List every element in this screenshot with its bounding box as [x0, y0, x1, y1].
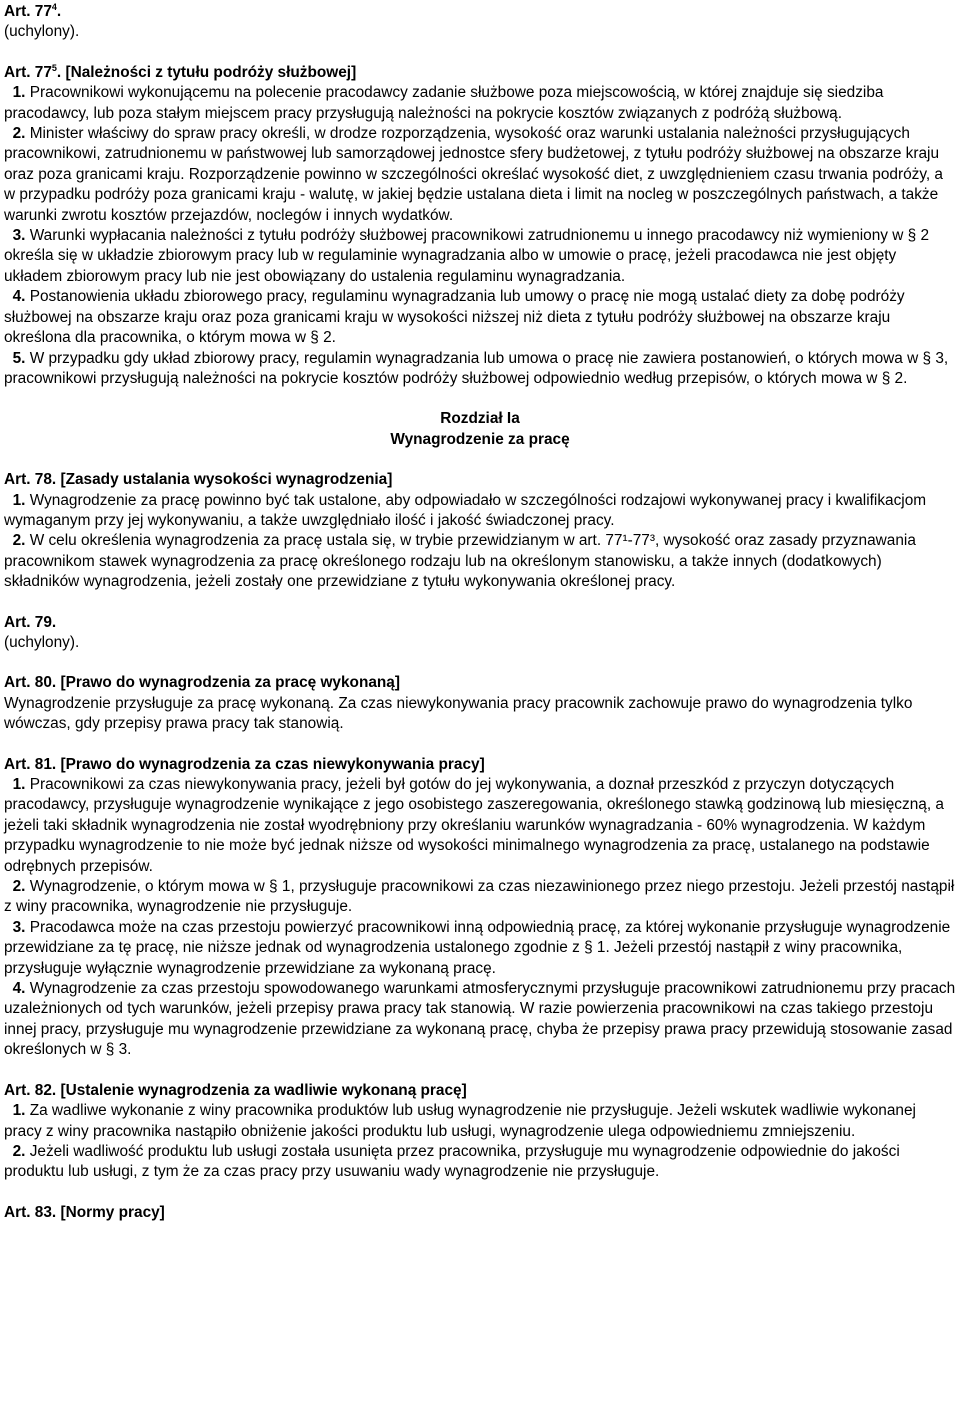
article-heading — [4, 755, 956, 775]
article-heading — [4, 1203, 956, 1223]
paragraph — [4, 226, 956, 287]
paragraph-number: 4. — [12, 980, 26, 998]
article-heading — [4, 2, 956, 22]
article-number: Art. 79. — [4, 613, 57, 631]
paragraph — [4, 1142, 956, 1183]
article — [4, 470, 956, 592]
paragraph-text: Wynagrodzenie, o którym mowa w § 1, przysługuje pracownikowi za czas niezawinionego przez niego przestoju. Jeżeli przestój nastąpił z winy pracownika, wynagrodzenie nie przysługuje. — [4, 878, 955, 916]
article-number: Art. 80. — [4, 674, 57, 692]
paragraph-number: 3. — [12, 227, 26, 245]
paragraph-number: 1. — [12, 776, 26, 793]
article-number-superscript: 4 — [51, 1, 57, 12]
chapter-title: Wynagrodzenie za pracę — [390, 430, 570, 448]
article — [4, 1203, 956, 1223]
paragraph — [4, 531, 956, 592]
article-title: [Prawo do wynagrodzenia za czas niewykonywania pracy] — [56, 755, 485, 773]
paragraph — [4, 349, 956, 390]
paragraph — [4, 775, 956, 877]
paragraph-number: 5. — [12, 349, 26, 367]
paragraph-text: Postanowienia układu zbiorowego pracy, regulaminu wynagradzania lub umowy o pracę nie mogą ustalać diety za dobę podróży służbowej na obszarze kraju oraz poza granicami kraju w wysokości niższej niż dieta z tytułu podróży służbowej na obszarze kraju określona dla pracownika, o którym mowa w § 2. — [4, 288, 905, 347]
paragraph-text: Warunki wypłacania należności z tytułu podróży służbowej pracownikowi zatrudnionemu u innego pracodawcy niż wymieniony w § 2 określa się w układzie zbiorowym pracy lub w regulaminie wynagradzania albo w umowie o pracę, jeżeli pracodawca nie jest objęty układem zbiorowym pracy lub nie jest obowiązany do ustalenia regulaminu wynagradzania. — [4, 227, 930, 285]
article-heading — [4, 470, 956, 490]
chapter-number: Rozdział Ia — [440, 410, 520, 428]
paragraph — [4, 979, 956, 1061]
paragraph-text: Pracownikowi wykonującemu na polecenie pracodawcy zadanie służbowe poza miejscowością, w której znajduje się siedziba pracodawcy, lub poza stałym miejscem pracy przysługują należności na pokrycie kosztów związanych z podróżą służbową. — [4, 84, 884, 122]
paragraph — [4, 1101, 956, 1142]
paragraph — [4, 83, 956, 124]
article-text: Wynagrodzenie przysługuje za pracę wykonaną. Za czas niewykonywania pracy pracownik zachowuje prawo do wynagrodzenia tylko wówczas, gdy przepisy prawa pracy tak stanowią. — [4, 694, 913, 733]
article-title: [Ustalenie wynagrodzenia za wadliwie wykonaną pracę] — [56, 1081, 467, 1099]
articles-after-chapter — [4, 470, 956, 1223]
paragraph-number: 2. — [12, 125, 26, 143]
article — [4, 2, 956, 43]
article-title: [Prawo do wynagrodzenia za pracę wykonaną] — [56, 674, 400, 692]
paragraph-text: Pracodawca może na czas przestoju powierzyć pracownikowi inną odpowiednią pracę, za której wykonanie przysługuje wynagrodzenie przewidziane za tę pracę, nie niższe jednak od wynagrodzenia ustalonego zgodnie z § 1. Jeżeli przestój nastąpił z winy pracownika, przysługuje wyłącznie wynagrodzenie przewidziane za wykonaną pracę. — [4, 918, 951, 977]
paragraph — [4, 287, 956, 348]
articles-before-chapter — [4, 2, 956, 389]
article-number: Art. 78. — [4, 471, 57, 489]
paragraph — [4, 124, 956, 226]
paragraph-number: 1. — [12, 84, 26, 102]
article-heading — [4, 673, 956, 693]
paragraph — [4, 918, 956, 979]
chapter-heading — [4, 409, 956, 450]
article — [4, 613, 956, 654]
article-text: (uchylony). — [4, 633, 80, 651]
article-title: [Zasady ustalania wysokości wynagrodzenia] — [56, 471, 393, 489]
paragraph-number: 2. — [12, 532, 26, 550]
paragraph-text: W przypadku gdy układ zbiorowy pracy, regulamin wynagradzania lub umowa o pracę nie zawiera postanowień, o których mowa w § 3, pracownikowi przysługują należności na pokrycie kosztów podróży służbowej odpowiednio według przepisów, o których mowa w § 2. — [4, 349, 949, 387]
paragraph-number: 2. — [12, 1142, 26, 1160]
paragraph-text: W celu określenia wynagrodzenia za pracę ustala się, w trybie przewidzianym w art. 77¹-77³, wysokość oraz zasady przyznawania pracownikom stawek wynagrodzenia za pracę określonego rodzaju lub na określonym stanowisku, a także innych (dodatkowych) składników wynagrodzenia, jeżeli zostały one przewidziane z tytułu wykonywania określonej pracy. — [4, 532, 916, 591]
article-number: Art. 77 — [4, 63, 52, 81]
article — [4, 673, 956, 734]
article — [4, 755, 956, 1061]
article-number: Art. 77 — [4, 3, 52, 20]
paragraph — [4, 491, 956, 532]
article-number-superscript: 5 — [51, 62, 57, 73]
paragraph-text: Minister właściwy do spraw pracy określi, w drodze rozporządzenia, wysokość oraz warunki ustalania należności przysługujących pracownikowi, zatrudnionemu w państwowej lub samorządowej jednostce sfery budżetowej, z tytułu podróży służbowej na obszarze kraju oraz poza granicami kraju. Rozporządzenie powinno w szczególności określać wysokość diet, z uwzględnieniem czasu trwania podróży, a w przypadku podróży poza granicami kraju - walutę, w jakiej będzie ustalana dieta i limit na nocleg w poszczególnych państwach, a także warunki zwrotu kosztów przejazdów, noclegów i innych wydatków. — [4, 125, 943, 224]
paragraph-number: 1. — [12, 1102, 26, 1120]
article-title: . — [56, 3, 62, 20]
article-number: Art. 83. — [4, 1203, 57, 1221]
paragraph-text: Za wadliwe wykonanie z winy pracownika produktów lub usług wynagrodzenie nie przysługuje. Jeżeli wskutek wadliwie wykonanej pracy z winy pracownika nastąpiło obniżenie jakości produktu lub usługi, wynagrodzenie ulega odpowiedniemu zmniejszeniu. — [4, 1102, 916, 1140]
article-title: [Normy pracy] — [56, 1203, 165, 1221]
article-heading — [4, 613, 956, 633]
paragraph-number: 2. — [12, 878, 26, 896]
paragraph-text: Wynagrodzenie za czas przestoju spowodowanego warunkami atmosferycznymi przysługuje pracownikowi zatrudnionemu przy pracach uzależnionych od tych warunków, jeżeli przepisy prawa pracy tak stanowią. W razie powierzenia pracownikowi na czas takiego przestoju innej pracy, przysługuje mu wynagrodzenie przewidziane za wykonaną pracę, chyba że przepisy prawa pracy przewidują stosowanie zasad określonych w § 3. — [4, 980, 956, 1059]
paragraph-number: 1. — [12, 491, 26, 509]
article-title: . [Należności z tytułu podróży służbowej] — [56, 63, 357, 81]
paragraph-number: 3. — [12, 918, 26, 936]
paragraph-text: Wynagrodzenie za pracę powinno być tak ustalone, aby odpowiadało w szczególności rodzajowi wykonywanej pracy i kwalifikacjom wymaganym przy jej wykonywaniu, a także uwzględniało ilość i jakość świadczonej pracy. — [4, 491, 927, 529]
paragraph-text: Pracownikowi za czas niewykonywania pracy, jeżeli był gotów do jej wykonywania, a doznał przeszkód z przyczyn dotyczących pracodawcy, przysługuje wynagrodzenie wynikające z jego osobistego zaszeregowania, określonego stawką godzinową lub miesięczną, a jeżeli taki składnik wynagrodzenia nie został wyodrębniony przy określaniu warunków wynagradzania - 60% wynagrodzenia. W każdym przypadku wynagrodzenie to nie może być jednak niższe od wysokości minimalnego wynagrodzenia za pracę, ustalanego na podstawie odrębnych przepisów. — [4, 776, 944, 875]
article-text: (uchylony). — [4, 23, 80, 41]
article-number: Art. 81. — [4, 755, 57, 773]
article-heading — [4, 1081, 956, 1101]
paragraph-text: Jeżeli wadliwość produktu lub usługi została usunięta przez pracownika, przysługuje mu wynagrodzenie odpowiednie do jakości produktu lub usługi, z tym że za czas pracy przy usuwaniu wady wynagrodzenie nie przysługuje. — [4, 1142, 900, 1181]
paragraph-number: 4. — [12, 288, 26, 306]
article — [4, 63, 956, 390]
article-number: Art. 82. — [4, 1081, 57, 1099]
paragraph — [4, 877, 956, 918]
article-heading — [4, 63, 956, 83]
article — [4, 1081, 956, 1183]
